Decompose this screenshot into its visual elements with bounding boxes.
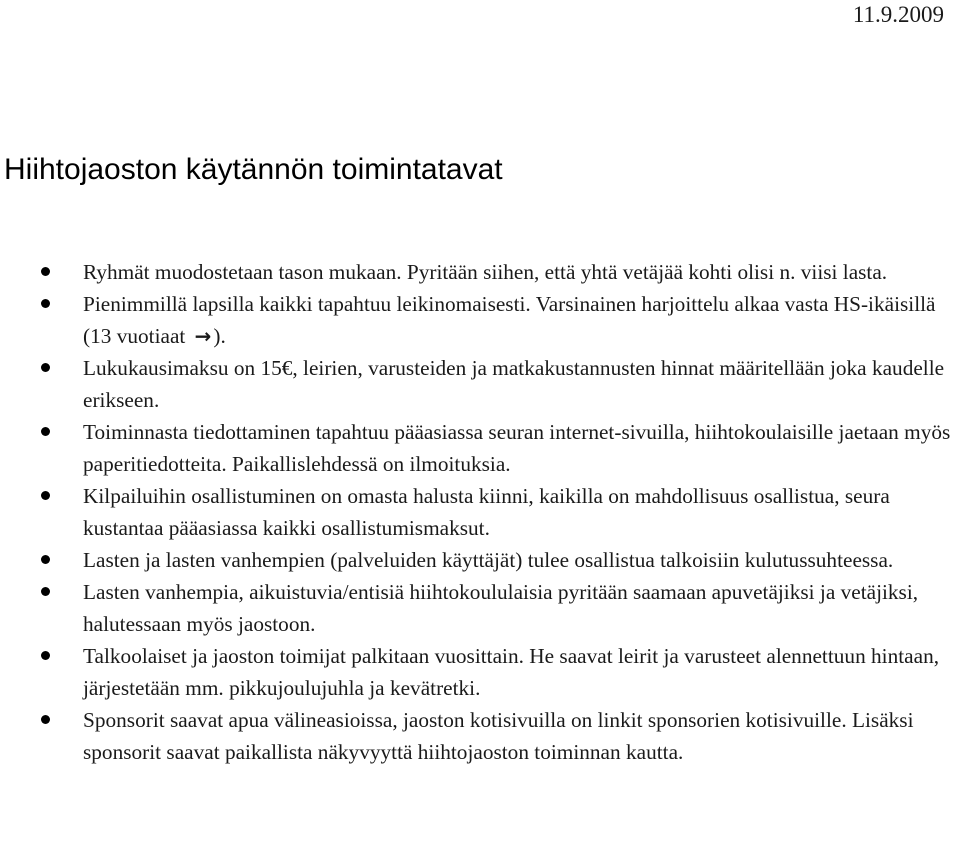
bullet-icon [41, 299, 50, 308]
list-item-text: Lasten ja lasten vanhempien (palveluiden käyttäjät) tulee osallistua talkoisiin kulutussuhteessa. [83, 548, 894, 572]
list-item-text: Ryhmät muodostetaan tason mukaan. Pyritään siihen, että yhtä vetäjää kohti olisi n. viisi lasta. [83, 260, 888, 284]
bullet-icon [41, 651, 50, 660]
right-arrow-icon: → [194, 324, 212, 348]
list-item [0, 640, 960, 704]
list-item-text: Toiminnasta tiedottaminen tapahtuu pääasiassa seuran internet-sivuilla, hiihtokoulaisille jaetaan myös paperitiedotteita. Paikallislehdessä on ilmoituksia. [83, 420, 951, 476]
list-item-text: Kilpailuihin osallistuminen on omasta halusta kiinni, kaikilla on mahdollisuus osallistua, seura kustantaa pääasiassa kaikki osallistumismaksut. [83, 484, 890, 540]
list-item-text: Pienimmillä lapsilla kaikki tapahtuu leikinomaisesti. Varsinainen harjoittelu alkaa vasta HS-ikäisillä (13 vuotiaat [83, 292, 936, 348]
list-item-text: Lasten vanhempia, aikuistuvia/entisiä hiihtokoululaisia pyritään saamaan apuvetäjiksi ja vetäjiksi, halutessaan myös jaostoon. [83, 580, 919, 636]
list-item-text-end: ). [213, 324, 226, 348]
list-item-text: Lukukausimaksu on 15€, leirien, varusteiden ja matkakustannusten hinnat määritellään joka kaudelle erikseen. [83, 356, 945, 412]
list-item [0, 544, 960, 576]
bullet-list [0, 256, 960, 768]
page-title: Hiihtojaoston käytännön toimintatavat [4, 153, 503, 186]
list-item [0, 416, 960, 480]
bullet-icon [41, 715, 50, 724]
bullet-icon [41, 587, 50, 596]
bullet-icon [41, 427, 50, 436]
list-item [0, 256, 960, 288]
list-item [0, 288, 960, 352]
list-item-text: Talkoolaiset ja jaoston toimijat palkitaan vuosittain. He saavat leirit ja varusteet alennettuun hintaan, järjestetään mm. pikkujoulujuhla ja kevätretki. [83, 644, 940, 700]
list-item [0, 352, 960, 416]
bullet-icon [41, 267, 50, 276]
bullet-icon [41, 363, 50, 372]
page-date: 11.9.2009 [852, 2, 944, 27]
bullet-icon [41, 491, 50, 500]
list-item [0, 576, 960, 640]
bullet-icon [41, 555, 50, 564]
list-item-text: Sponsorit saavat apua välineasioissa, jaoston kotisivuilla on linkit sponsorien kotisivuille. Lisäksi sponsorit saavat paikallista näkyvyyttä hiihtojaoston toiminnan kautta. [83, 708, 914, 764]
list-item [0, 480, 960, 544]
list-item [0, 704, 960, 768]
